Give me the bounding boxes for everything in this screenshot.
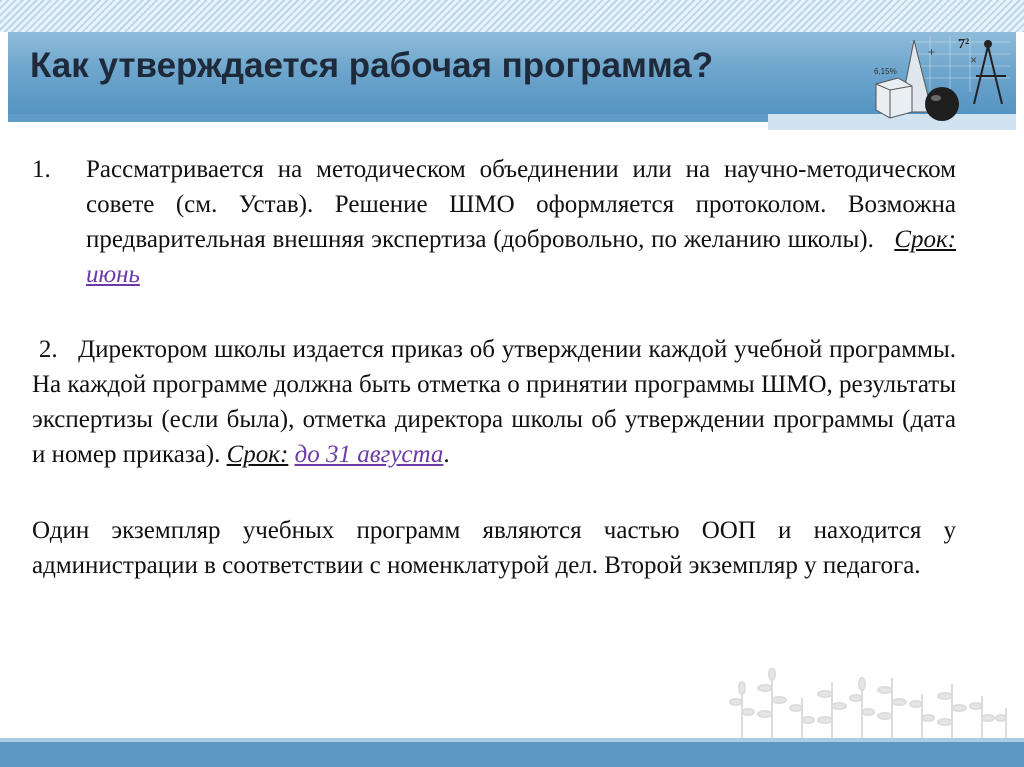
list-item-1-deadline-label: Срок: — [894, 226, 957, 253]
illustration-label-side: 6,15% — [874, 67, 897, 76]
geometry-illustration — [870, 32, 1016, 124]
list-item-2-trailing: . — [443, 441, 450, 468]
illustration-label-top: 7² — [958, 37, 970, 52]
list-item-1-number: 1. — [32, 156, 51, 183]
list-item-2-number: 2. — [38, 336, 58, 363]
svg-text:×: × — [970, 53, 978, 67]
list-item-2 — [32, 332, 956, 472]
list-item-2-text: Директором школы издается приказ об утверждении каждой учебной программы. На каждой программе должна быть отметка о принятии программы ШМО, результаты экспертизы (если была), отметка директора школы об утверждении программы (дата и номер приказа). — [32, 336, 956, 468]
list-item-1-text: Рассматривается на методическом объединении или на научно-методическом совете (см. Устав). Решение ШМО оформляется протоколом. Возможна предварительная внешняя экспертиза (добровольно, по желанию школы). — [86, 156, 956, 253]
svg-text:+: + — [928, 45, 936, 59]
sprouts-decoration — [728, 668, 1014, 742]
list-item-2-deadline-label: Срок: — [226, 441, 289, 468]
list-item-2-deadline-link[interactable]: до 31 августа — [294, 441, 444, 468]
title-band-edge — [8, 114, 768, 122]
closing-paragraph: Один экземпляр учебных программ являются частью ООП и находится у администрации в соответствии с номенклатурой дел. Второй экземпляр у педагога. — [32, 517, 956, 579]
slide-title: Как утверждается рабочая программа? — [30, 46, 714, 85]
top-stripes-decoration — [0, 0, 1024, 32]
slide-content — [32, 152, 956, 583]
bottom-band — [0, 742, 1024, 767]
list-item-1 — [32, 152, 956, 292]
list-item-1-deadline-link[interactable]: июнь — [86, 261, 140, 288]
